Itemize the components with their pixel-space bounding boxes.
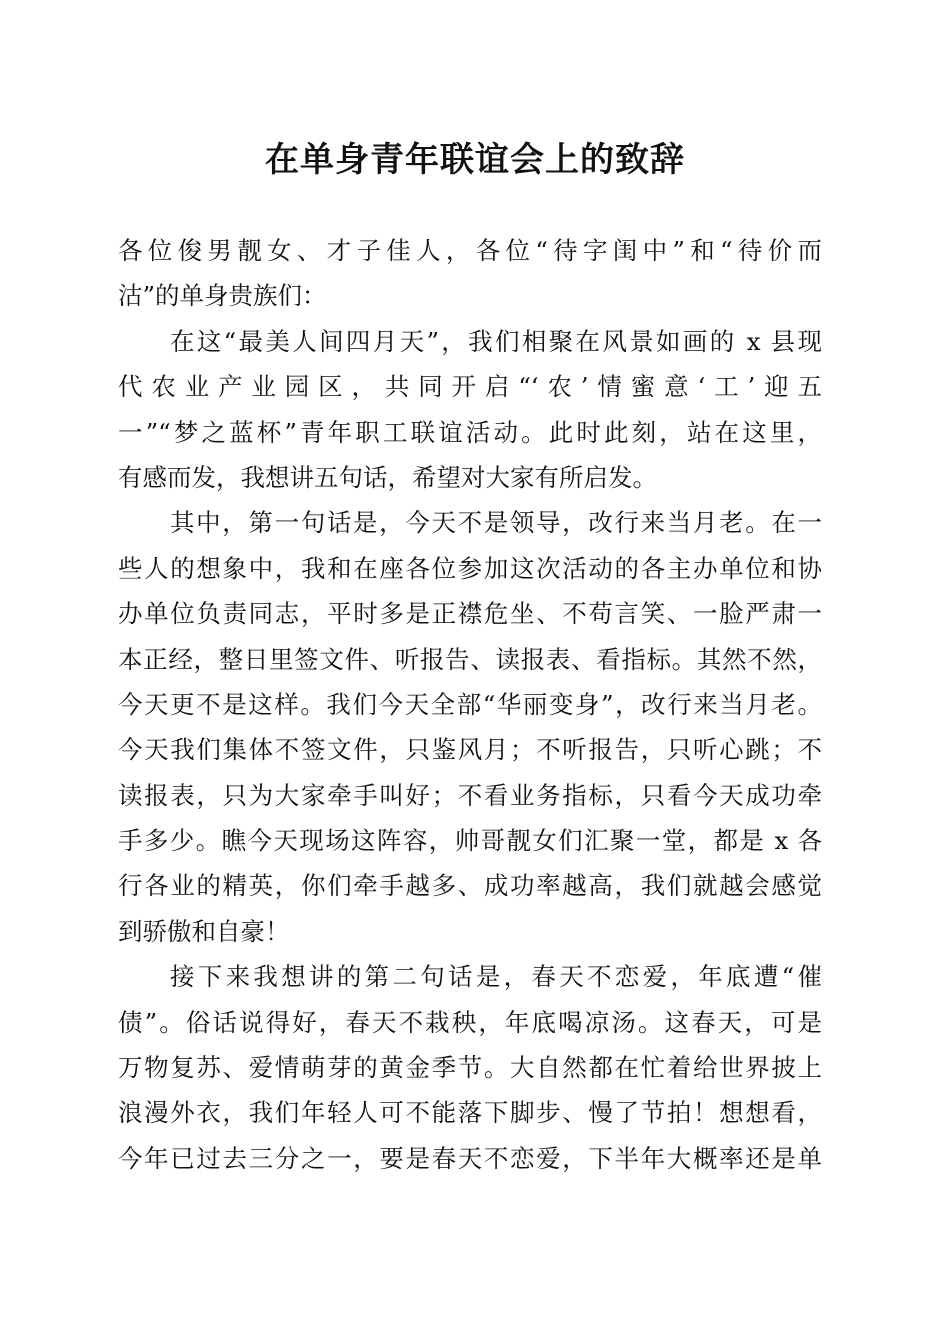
text-line: 万物复苏、爱情萌芽的黄金季节。大自然都在忙着给世界披上: [118, 1053, 822, 1083]
text-line: 今天更不是这样。我们今天全部“华丽变身”，改行来当月老。: [118, 689, 822, 719]
text-line: 今年已过去三分之一，要是春天不恋爱，下半年大概率还是单: [118, 1143, 822, 1173]
text-line: 读报表，只为大家牵手叫好；不看业务指标，只看今天成功牵: [118, 780, 822, 810]
text-line: 其中，第一句话是，今天不是领导，改行来当月老。在一: [170, 508, 822, 538]
document-title: 在单身青年联谊会上的致辞: [265, 140, 685, 180]
text-line: 手多少。瞧今天现场这阵容，帅哥靓女们汇聚一堂，都是 x 各: [118, 826, 822, 856]
text-line: 浪漫外衣，我们年轻人可不能落下脚步、慢了节拍！想想看，: [118, 1098, 822, 1128]
text-line: 行各业的精英，你们牵手越多、成功率越高，我们就越会感觉: [118, 871, 822, 901]
text-line: 到骄傲和自豪！: [118, 916, 290, 946]
text-line: 本正经，整日里签文件、听报告、读报表、看指标。其然不然，: [118, 644, 822, 674]
text-line: 接下来我想讲的第二句话是，春天不恋爱，年底遭“催: [170, 962, 822, 992]
document-body: [118, 228, 838, 1181]
text-line: 代农业产业园区，共同开启“‘农’情蜜意‘工’迎五: [118, 372, 822, 402]
text-line: 沽”的单身贵族们：: [118, 281, 327, 311]
text-line: 在这“最美人间四月天”，我们相聚在风景如画的 x 县现: [170, 326, 822, 356]
text-line: 有感而发，我想讲五句话，希望对大家有所启发。: [118, 462, 657, 492]
text-line: 办单位负责同志，平时多是正襟危坐、不苟言笑、一脸严肃一: [118, 599, 822, 629]
text-line: 些人的想象中，我和在座各位参加这次活动的各主办单位和协: [118, 553, 822, 583]
text-line: 各位俊男靓女、才子佳人，各位“待字闺中”和“待价而: [118, 236, 822, 265]
text-line: 一”“梦之蓝杯”青年职工联谊活动。此时此刻，站在这里，: [118, 417, 822, 447]
text-line: 债”。俗话说得好，春天不栽秧，年底喝凉汤。这春天，可是: [118, 1007, 822, 1037]
text-line: 今天我们集体不签文件，只鉴风月；不听报告，只听心跳；不: [118, 735, 822, 765]
